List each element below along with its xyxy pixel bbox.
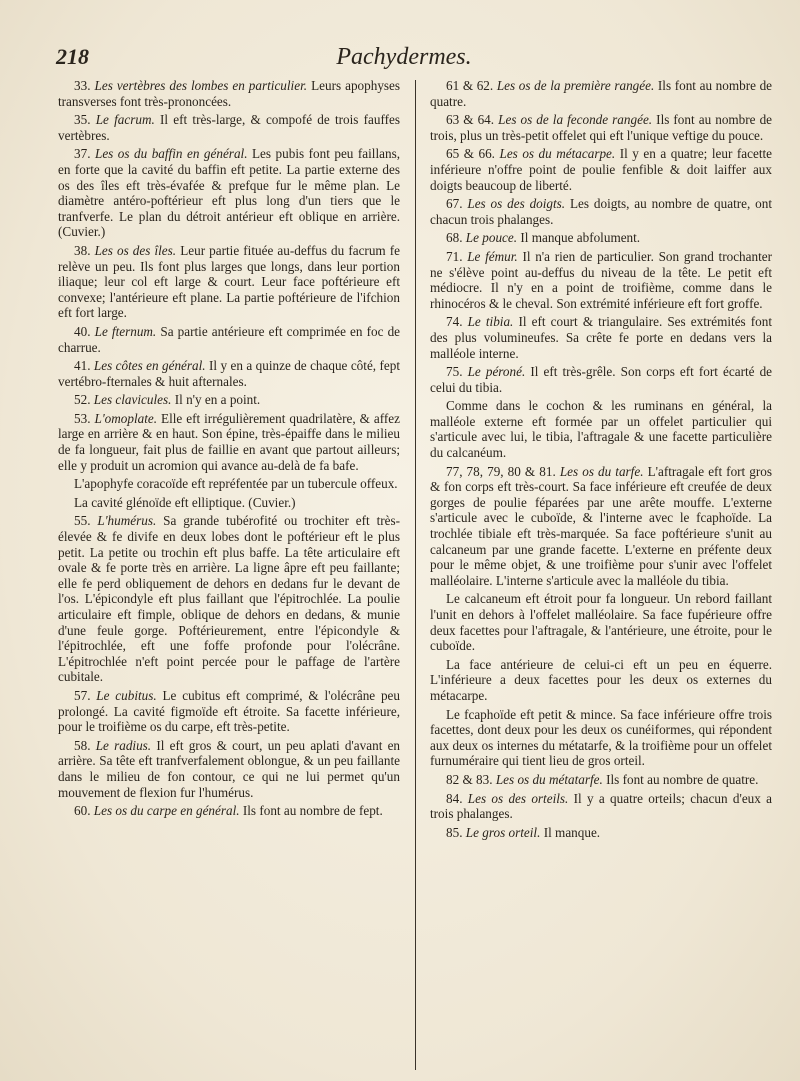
paragraph [58, 411, 400, 473]
paragraph-number: 68. [446, 230, 463, 246]
paragraph-term: Le pouce. [465, 230, 518, 246]
paragraph [58, 392, 400, 408]
paragraph [58, 243, 400, 321]
paragraph-text: Il n'a rien de particulier. Son grand trochanter ne s'élève point au-deffus du niveau de la tête. Le petit eft médiocre. Il n'y en a point de troifième, comme dans le rhinocéros & le cheval. Son extrémité inférieure eft fort groffe. [430, 248, 773, 311]
paragraph-text: Les doigts, au nombre de quatre, ont chacun trois phalanges. [430, 196, 773, 227]
paragraph-term: Le péroné. [467, 364, 526, 380]
paragraph [430, 791, 772, 822]
running-title: Pachydermes. [336, 44, 472, 70]
paragraph-text: Il eft très-large, & compofé de trois fauffes vertèbres. [58, 112, 400, 143]
paragraph-text: Sa grande tubérofité ou trochiter eft très-élevée & fe divife en deux lobes dont le poftérieur eft le plus petit. La petite ou trochin eft plus baffe. La tête articulaire eft ovale & fe porte très en arrière. La ligne âpre eft peu faillante; elle fe perd obliquement de dehors en dedans fur le devant de l'os. L'épicondyle eft plus faillant que l'épitrochlée. La poulie articulaire eft fimple, oblique de dehors en dedans, & munie d'une feule gorge. Poftérieurement, entre l'épicondyle & l'épitrochlée, eft une foffe profonde pour l'olécrâne. L'épitrochlée n'eft point percée pour le paffage de l'artère cubitale. [58, 513, 400, 685]
paragraph-number: 58. [74, 737, 91, 753]
paragraph [430, 230, 772, 246]
paragraph-number: 60. [74, 803, 91, 819]
paragraph-text: Ils font au nombre de quatre. [606, 771, 759, 787]
paragraph-text: La cavité glénoïde eft elliptique. (Cuvier.) [74, 494, 296, 510]
paragraph [58, 738, 400, 800]
paragraph-text: La face antérieure de celui-ci eft un peu en équerre. L'inférieure a deux facettes pour les deux os externes du métacarpe. [430, 656, 772, 703]
paragraph-number: 71. [446, 248, 463, 264]
paragraph-number: 35. [74, 112, 91, 128]
paragraph [58, 78, 400, 109]
left-column [58, 78, 400, 822]
paragraph-number: 82 & 83. [446, 771, 493, 787]
paragraph-text: Il manque. [543, 824, 601, 840]
paragraph-text: Le calcaneum eft étroit pour fa longueur. Un rebord faillant l'unit en dehors à l'offelet malléolaire. Sa face fupérieure offre deux facettes pour l'aftragale, & l'antérieure, une étroite, pour le cuboïde. [430, 591, 772, 654]
page-number: 218 [56, 44, 89, 69]
paragraph-text: Elle eft irrégulièrement quadrilatère, & affez large en arrière & en haut. Son épine, très-épaiffe dans le milieu de fa longueur, fait plus de faillie en avant que partout ailleurs; elle y produit un acromion qui avance au-delà de fa bafe. [58, 410, 401, 473]
paragraph [430, 112, 772, 143]
paragraph-text: L'aftragale eft fort gros & fon corps eft très-court. Sa face inférieure eft creufée de deux gorges de poulie féparées par une arête mouffe. L'externe s'articule avec le cuboïde, & l'interne avec le fcaphoïde. La trochlée tibiale eft très-marquée. Sa face poftérieure s'unit au calcaneum par une grande facette. L'externe en préfente deux pour le même objet, & une troifième pour s'unir avec l'offelet malléolaire. L'interne s'articule avec la malléole du tibia. [430, 463, 773, 588]
paragraph-term: L'humérus. [97, 513, 157, 529]
paragraph-number: 41. [74, 358, 91, 374]
paragraph-number: 85. [446, 824, 463, 840]
paragraph-term: L'omoplate. [94, 410, 158, 426]
paragraph [430, 398, 772, 460]
paragraph [58, 476, 400, 492]
paragraph-number: 37. [74, 146, 91, 162]
paragraph-text: Il y en a quatre; leur facette inférieure n'offre point de poulie fenfible & doit laiffer aux doigts beaucoup de liberté. [430, 146, 773, 193]
paragraph-text: Il y a quatre orteils; chacun d'eux a trois phalanges. [430, 790, 773, 822]
paragraph-term: Les os des orteils. [467, 790, 569, 806]
paragraph-term: Les os des doigts. [467, 196, 566, 212]
paragraph-term: Les vertèbres des lombes en particulier. [94, 78, 308, 93]
paragraph-term: Le fternum. [94, 323, 157, 339]
paragraph-number: 67. [446, 196, 463, 212]
paragraph [58, 358, 400, 389]
paragraph [430, 249, 772, 311]
paragraph-term: Les os du métacarpe. [499, 146, 616, 162]
paragraph [58, 513, 400, 685]
paragraph [430, 657, 772, 704]
column-divider [415, 80, 416, 1070]
paragraph [430, 464, 772, 589]
paragraph [430, 772, 772, 788]
paragraph-term: Les os de la première rangée. [496, 78, 655, 93]
paragraph-term: Le facrum. [95, 112, 155, 128]
paragraph-number: 74. [446, 314, 463, 330]
paragraph-text: Le fcaphoïde eft petit & mince. Sa face inférieure offre trois facettes, dont deux pour les deux os cunéiformes, qui répondent aux deux os internes du métatarfe, & la troifième pour un offelet furnuméraire qui tient lieu de gros orteil. [430, 706, 772, 769]
paragraph-text: Il manque abfolument. [520, 230, 641, 246]
paragraph-number: 40. [74, 323, 91, 339]
paragraph-text: Il eft court & triangulaire. Ses extrémités font des plus volumineufes. Sa crête fe porte en dedans vers la malléole interne. [430, 314, 773, 361]
paragraph-text: Ils font au nombre de trois, plus un très-petit offelet qui eft l'unique veftige du pouce. [430, 112, 773, 143]
paragraph [430, 146, 772, 193]
paragraph-text: Les pubis font peu faillans, en forte que la cavité du baffin eft petite. La partie externe des os des îles eft très-évafée & prefque fur le même plan. Le diamètre antéro-poftérieur eft plus long d'un tiers que le tranfverfe. Le plan du détroit antérieur eft oblique en arrière. (Cuvier.) [58, 146, 400, 240]
paragraph-number: 75. [446, 364, 463, 380]
paragraph-term: Les côtes en général. [93, 358, 206, 374]
paragraph-term: Le tibia. [467, 314, 514, 330]
paragraph-number: 53. [74, 410, 91, 426]
paragraph [430, 825, 772, 841]
paragraph-text: Il n'y en a point. [174, 392, 261, 408]
right-column [430, 78, 772, 843]
paragraph-text: Il y en a quinze de chaque côté, fept vertébro-fternales & huit afternales. [58, 358, 401, 389]
paragraph [58, 324, 400, 355]
page-header [56, 44, 752, 78]
paragraph-term: Les os du baffin en général. [94, 146, 248, 162]
paragraph-term: Le radius. [95, 737, 152, 753]
paragraph [58, 495, 400, 511]
paragraph [430, 314, 772, 361]
paragraph [430, 78, 772, 109]
paragraph [430, 364, 772, 395]
paragraph-term: Les clavicules. [93, 392, 172, 408]
paragraph-text: L'apophyfe coracoïde eft repréfentée par un tubercule offeux. [74, 476, 398, 492]
paragraph-term: Le gros orteil. [465, 824, 541, 840]
paragraph [58, 803, 400, 819]
paragraph-text: Leur partie fituée au-deffus du facrum fe relève un peu. Ils font plus larges que longs, dans leur portion iliaque; leur col eft large & court. Leur face poftérieure eft convexe; l'antérieure eft plane. La partie poftérieure de l'ifchion eft fort large. [58, 242, 401, 321]
paragraph-number: 38. [74, 242, 91, 258]
paragraph-term: Les os du tarfe. [559, 463, 644, 479]
paragraph [430, 591, 772, 653]
paragraph [58, 112, 400, 143]
paragraph [58, 146, 400, 240]
paragraph-number: 55. [74, 513, 91, 529]
paragraph [58, 688, 400, 735]
paragraph-text: Il eft gros & court, un peu aplati d'avant en arrière. Sa tête eft tranfverfalement oblongue, & un peu faillante dans le milieu de fon contour, ce qui ne lui permet qu'un mouvement de flexion fur l'humérus. [58, 737, 401, 800]
paragraph-number: 84. [446, 790, 463, 806]
paragraph-number: 63 & 64. [446, 112, 495, 128]
paragraph-number: 65 & 66. [446, 146, 495, 162]
paragraph-term: Le fémur. [467, 248, 518, 264]
paragraph-text: Comme dans le cochon & les ruminans en général, la malléole externe eft formée par un offelet particulier qui s'articule avec lui, le tibia, l'aftragale & une facette particulière du calcanéum. [430, 398, 772, 461]
paragraph-number: 52. [74, 392, 91, 408]
paragraph-term: Les os du carpe en général. [93, 803, 240, 819]
paragraph-term: Le cubitus. [96, 687, 157, 703]
paragraph-number: 57. [74, 687, 91, 703]
paragraph-text: Le cubitus eft comprimé, & l'olécrâne peu prolongé. La cavité figmoïde eft étroite. Sa facette inférieure, pour le troifième os du carpe, eft très-petite. [58, 687, 401, 735]
paragraph [430, 707, 772, 769]
paragraph-number: 61 & 62. [446, 78, 494, 93]
paragraph-number: 33. [74, 78, 91, 93]
paragraph-text: Ils font au nombre de fept. [242, 803, 383, 819]
paragraph-term: Les os de la feconde rangée. [498, 112, 653, 128]
paragraph-text: Leurs apophyses transverses font très-prononcées. [58, 78, 401, 109]
paragraph-text: Il eft très-grêle. Son corps eft fort écarté de celui du tibia. [430, 364, 773, 395]
paragraph-term: Les os des îles. [94, 242, 177, 258]
paragraph-text: Sa partie antérieure eft comprimée en foc de charrue. [58, 323, 401, 355]
paragraph [430, 196, 772, 227]
paragraph-text: Ils font au nombre de quatre. [430, 78, 773, 109]
paragraph-number: 77, 78, 79, 80 & 81. [446, 463, 556, 479]
paragraph-term: Les os du métatarfe. [495, 771, 603, 787]
